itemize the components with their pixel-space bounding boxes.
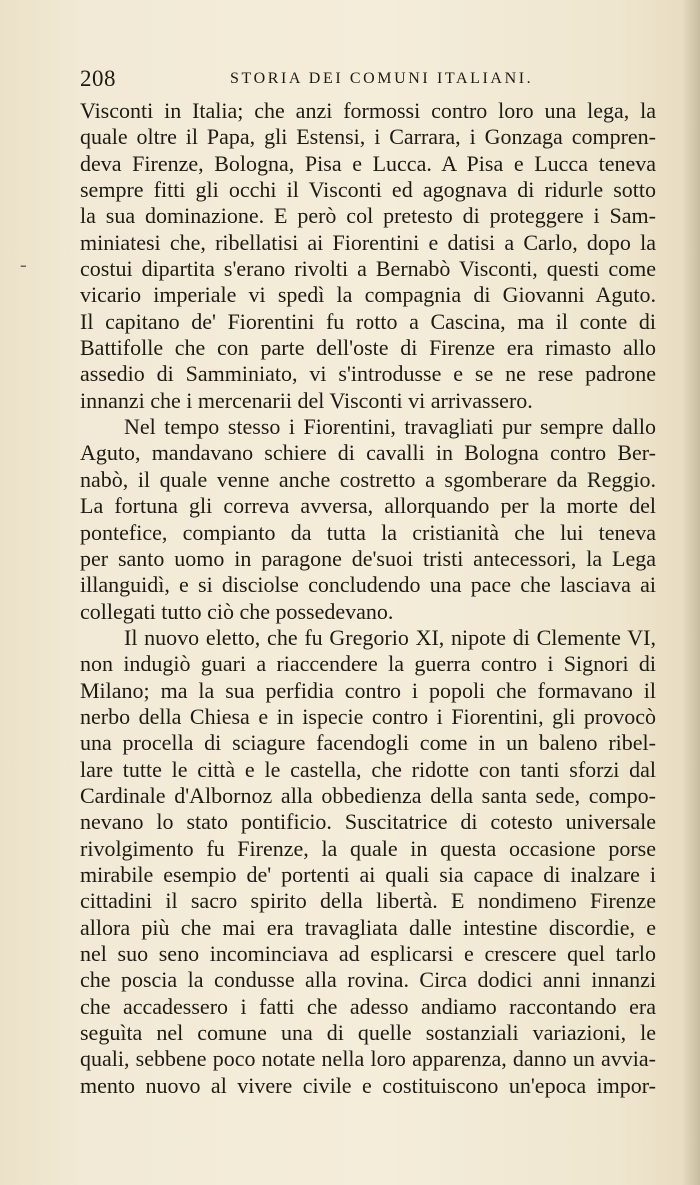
text-line: la sua dominazione. E però col pretesto di proteggere i Sam- bbox=[80, 203, 656, 229]
text-line: deva Firenze, Bologna, Pisa e Lucca. A Pisa e Lucca teneva bbox=[80, 150, 656, 176]
text-line: mento nuovo al vivere civile e costituiscono un'epoca impor- bbox=[80, 1072, 656, 1098]
text-line: mirabile esempio de' portenti ai quali sia capace di inalzare i bbox=[80, 861, 656, 887]
text-line: che poscia la condusse alla rovina. Circa dodici anni innanzi bbox=[80, 967, 656, 993]
text-line: Aguto, mandavano schiere di cavalli in Bologna contro Ber- bbox=[80, 440, 656, 466]
text-line: vicario imperiale vi spedì la compagnia di Giovanni Aguto. bbox=[80, 282, 656, 308]
text-line: Cardinale d'Albornoz alla obbedienza della santa sede, compo- bbox=[80, 782, 656, 808]
running-head: STORIA DEI COMUNI ITALIANI. bbox=[230, 70, 534, 87]
text-line: lare tutte le città e le castella, che ridotte con tanti sforzi dal bbox=[80, 756, 656, 782]
text-line: cittadini il sacro spirito della libertà. E nondimeno Firenze bbox=[80, 888, 656, 914]
paragraph-end-line: innanzi che i mercenarii del Visconti vi arrivassero. bbox=[80, 387, 533, 413]
text-line: rivolgimento fu Firenze, la quale in questa occasione porse bbox=[80, 835, 656, 861]
margin-mark: - bbox=[20, 254, 27, 276]
paragraph-end-line: collegati tutto ciò che possedevano. bbox=[80, 598, 394, 624]
text-line: non indugiò guari a riaccendere la guerra contro i Signori di bbox=[80, 651, 656, 677]
text-line: Milano; ma la sua perfidia contro i popoli che formavano il bbox=[80, 677, 656, 703]
text-line: nevano lo stato pontificio. Suscitatrice di cotesto universale bbox=[80, 809, 656, 835]
page-edge-shadow bbox=[682, 0, 700, 1185]
text-line: illanguidì, e si disciolse concludendo una pace che lasciava ai bbox=[80, 572, 656, 598]
text-line: che accadessero i fatti che adesso andiamo raccontando era bbox=[80, 993, 656, 1019]
text-line: costui dipartita s'erano rivolti a Bernabò Visconti, questi come bbox=[80, 256, 656, 282]
page-header bbox=[80, 66, 660, 92]
text-line: Battifolle che con parte dell'oste di Firenze era rimasto allo bbox=[80, 335, 656, 361]
text-line: sempre fitti gli occhi il Visconti ed agognava di ridurle sotto bbox=[80, 177, 656, 203]
text-line: una procella di sciagure facendogli come in un baleno ribel- bbox=[80, 730, 656, 756]
text-line: quale oltre il Papa, gli Estensi, i Carrara, i Gonzaga compren- bbox=[80, 124, 656, 150]
text-line: assedio di Samminiato, vi s'introdusse e se ne rese padrone bbox=[80, 361, 656, 387]
text-line: nabò, il quale venne anche costretto a sgomberare da Reggio. bbox=[80, 466, 656, 492]
text-line: pontefice, compianto da tutta la cristianità che lui teneva bbox=[80, 519, 656, 545]
page-number: 208 bbox=[80, 66, 116, 91]
text-line: nerbo della Chiesa e in ispecie contro i Fiorentini, gli provocò bbox=[80, 703, 656, 729]
text-line: nel suo seno incominciava ad esplicarsi e crescere quel tarlo bbox=[80, 941, 656, 966]
body-text bbox=[80, 98, 656, 1099]
text-line: La fortuna gli correva avversa, allorquando per la morte del bbox=[80, 493, 656, 519]
text-line: allora più che mai era travagliata dalle intestine discordie, e bbox=[80, 914, 656, 940]
text-line: seguìta nel comune una di quelle sostanziali variazioni, le bbox=[80, 1020, 656, 1046]
text-line: per santo uomo in paragone de'suoi tristi antecessori, la Lega bbox=[80, 545, 656, 571]
paragraph-start-line: Nel tempo stesso i Fiorentini, travagliati pur sempre dallo bbox=[124, 414, 656, 440]
paragraph-start-line: Il nuovo eletto, che fu Gregorio XI, nipote di Clemente VI, bbox=[124, 624, 656, 650]
text-line: miniatesi che, ribellatisi ai Fiorentini e datisi a Carlo, dopo la bbox=[80, 229, 656, 255]
text-line: Visconti in Italia; che anzi formossi contro loro una lega, la bbox=[80, 98, 656, 123]
text-line: quali, sebbene poco notate nella loro apparenza, danno un avvia- bbox=[80, 1046, 656, 1072]
text-line: Il capitano de' Fiorentini fu rotto a Cascina, ma il conte di bbox=[80, 308, 656, 334]
